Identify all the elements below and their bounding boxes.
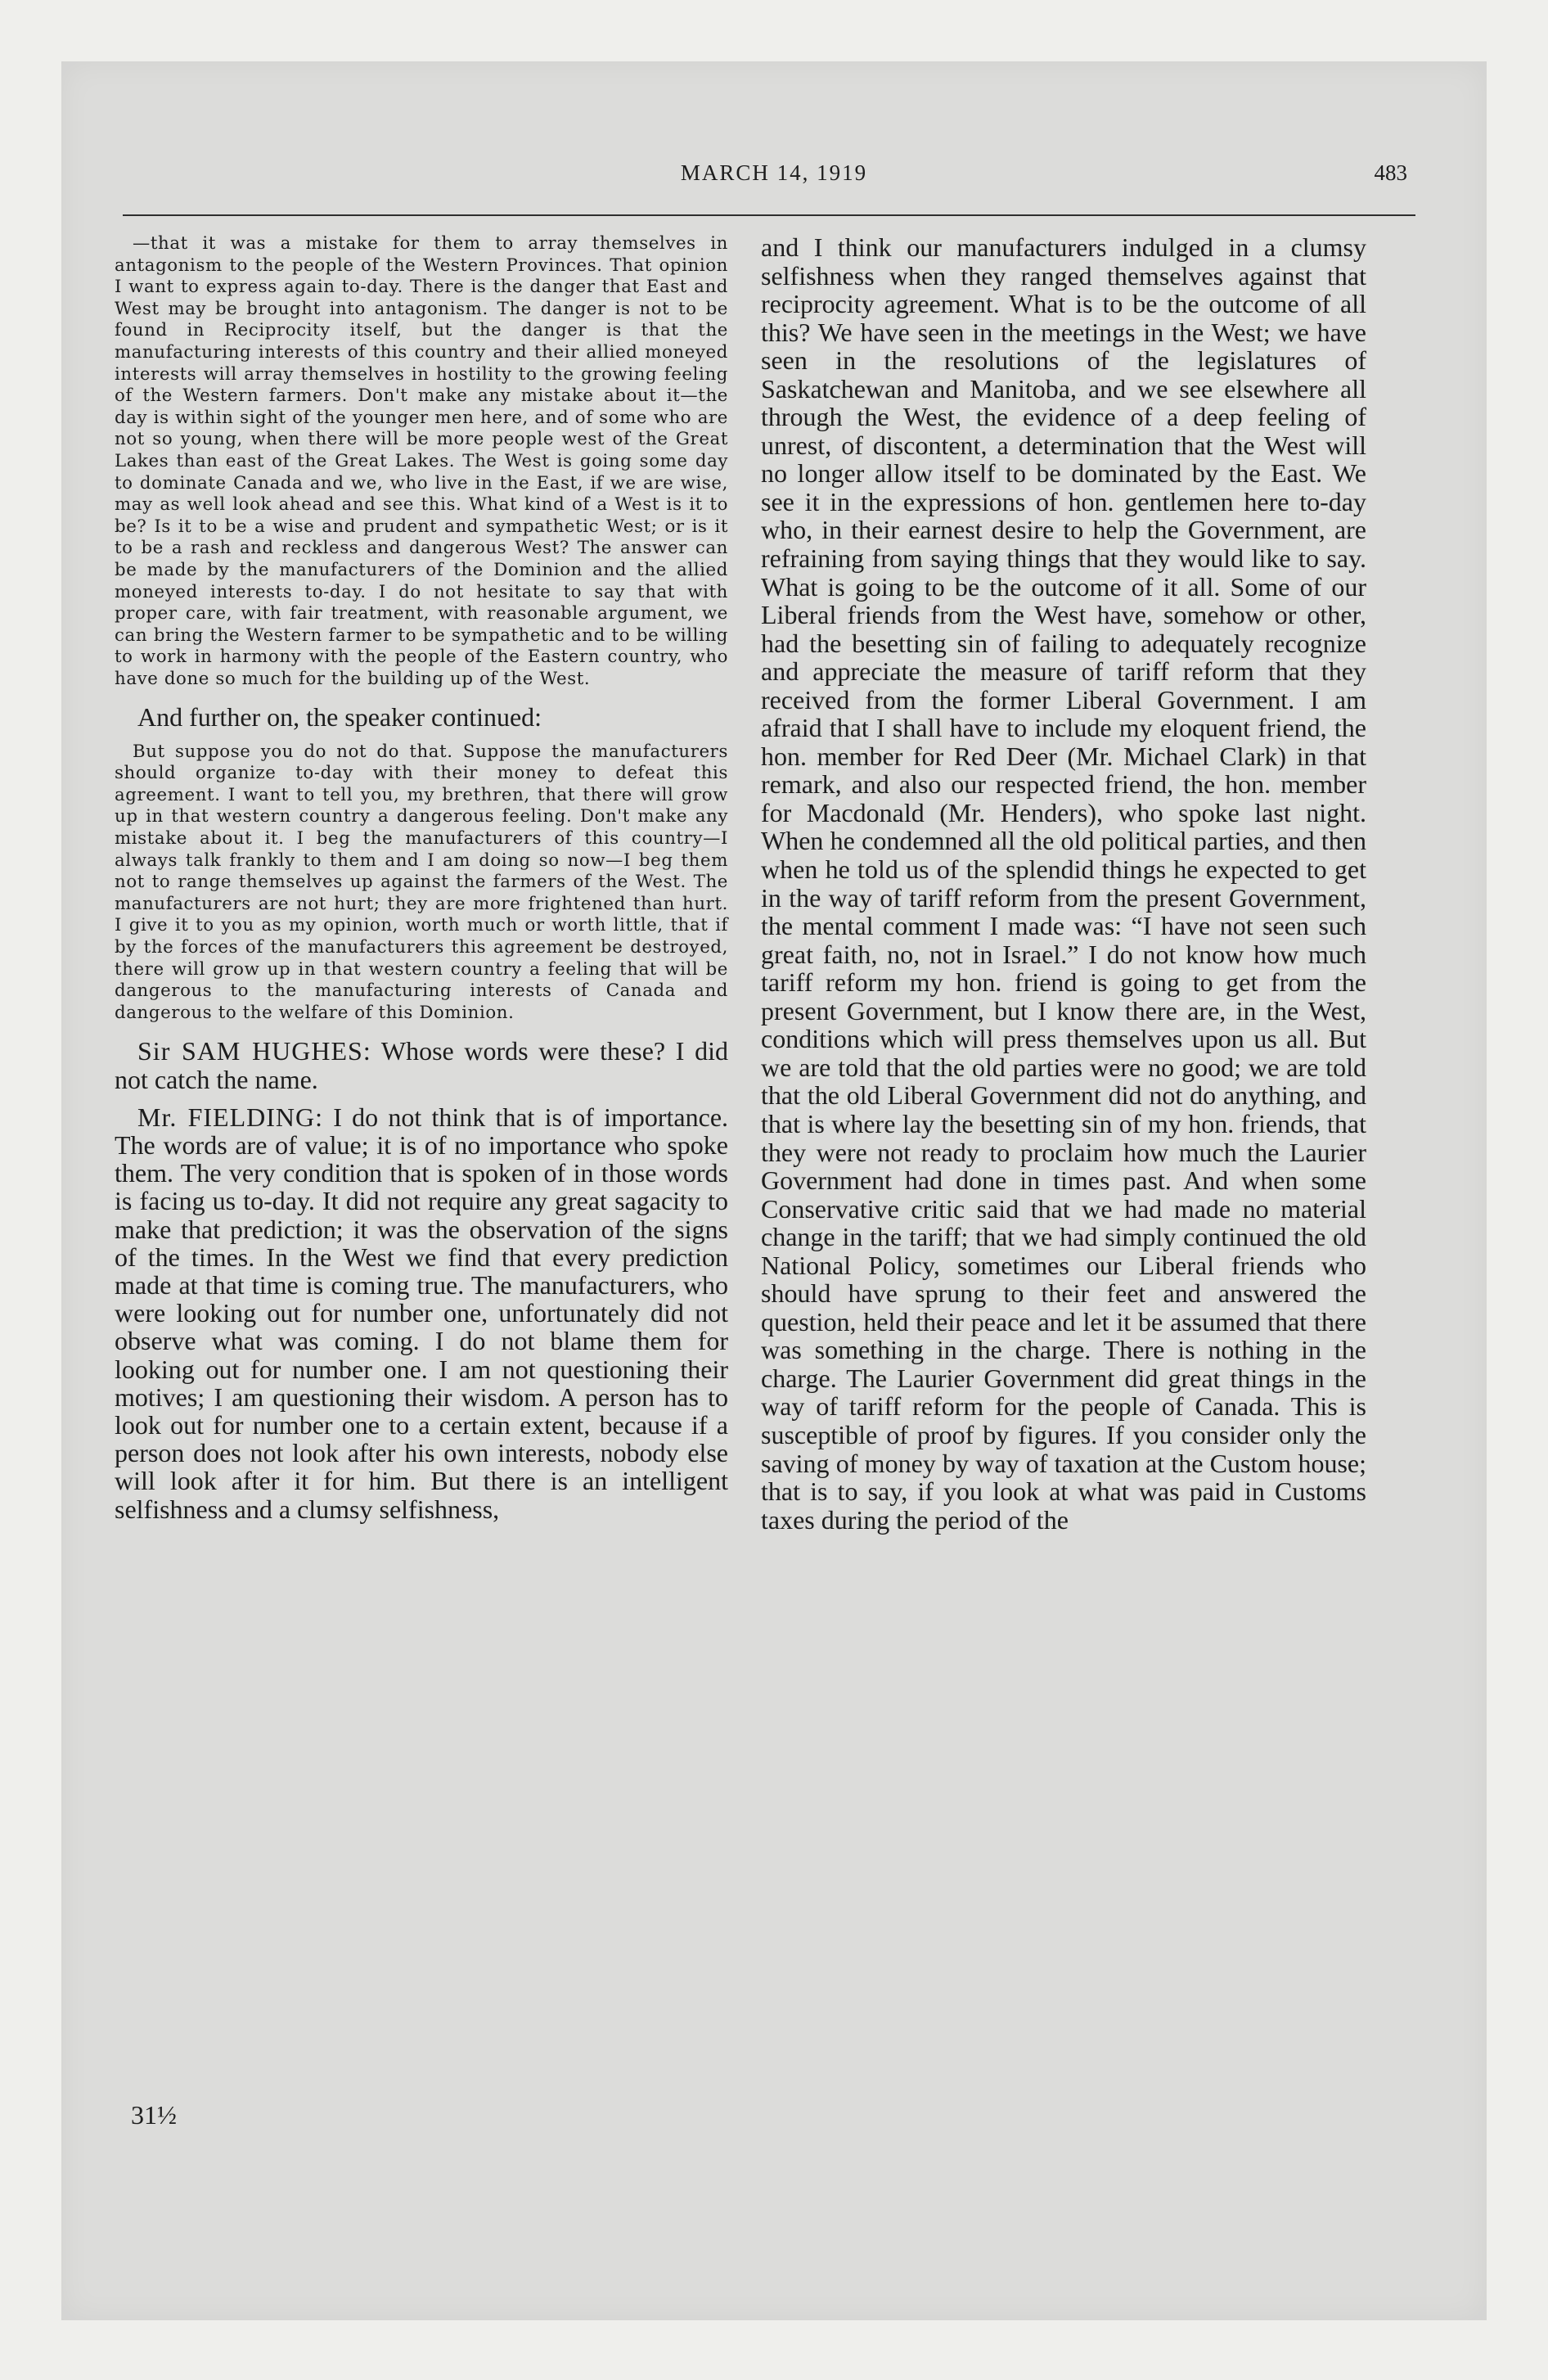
right-column bbox=[761, 233, 1366, 1534]
transition-text: And further on, the speaker continued: bbox=[137, 702, 542, 732]
right-column-paragraph: and I think our manufacturers indulged in a clumsy selfishness when they ranged themselves against that reciprocity agreement. What is to be the outcome of all this? We have seen in the meetings in the West; we have seen in the resolutions of the legislatures of Saskatchewan and Manitoba, and we see elsewhere all through the West, the evidence of a deep feeling of unrest, of discontent, a determination that the West will no longer allow itself to be dominated by the East. We see it in the expressions of hon. gentlemen here to-day who, in their earnest desire to help the Government, are refraining from saying things that they would like to say. What is going to be the outcome of it all. Some of our Liberal friends from the West have, somehow or other, had the besetting sin of failing to adequately recognize and appreciate the measure of tariff reform that they received from the former Liberal Government. I am afraid that I shall have to include my eloquent friend, the hon. member for Red Deer (Mr. Michael Clark) in that remark, and also our respected friend, the hon. member for Macdonald (Mr. Henders), who spoke last night. When he condemned all the old political parties, and then when he told us of the splendid things he expected to get in the way of tariff reform from the present Government, the mental comment I made was: “I have not seen such great faith, no, not in Israel.” I do not know how much tariff reform my hon. friend is going to get from the present Government, but I know there are, in the West, conditions which will press themselves upon us all. But we are told that the old parties were no good; we are told that the old Liberal Government did not do anything, and that is where lay the besetting sin of my hon. friends, that they were not ready to proclaim how much the Laurier Government had done in times past. And when some Conservative critic said that we had made no material change in the tariff; that we had simply continued the old National Policy, sometimes our Liberal friends who should have sprung to their feet and answered the question, held their peace and let it be assumed that there was something in the charge. There is nothing in the charge. The Laurier Government did great things in the way of tariff reform for the people of Canada. This is susceptible of proof by figures. If you consider only the saving of money by way of taxation at the Custom house; that is to say, if you look at what was paid in Customs taxes during the period of the bbox=[761, 232, 1366, 1535]
page-date: MARCH 14, 1919 bbox=[680, 160, 868, 185]
hughes-paragraph bbox=[115, 1037, 728, 1093]
fielding-text: I do not think that is of importance. The words are of value; it is of no importance who spoke them. The very condition that is spoken of in those words is facing us to-day. It did not require any great sagacity to make that prediction; it was the observation of the signs of the times. In the West we find that every prediction made at that time is coming true. The manufacturers, who were looking out for number one, unfortunately did not observe what was coming. I do not blame them for looking out for number one. I am not questioning their motives; I am questioning their wisdom. A person has to look out for number one to a certain extent, because if a person does not look after his own interests, nobody else will look after it for him. But there is an intelligent selfishness and a clumsy selfishness, bbox=[115, 1102, 729, 1524]
speaker-fielding: Mr. FIELDING: bbox=[137, 1102, 323, 1132]
quoted-passage-2 bbox=[115, 741, 728, 1025]
left-column bbox=[115, 233, 728, 1523]
quoted-passage-2-text: But suppose you do not do that. Suppose the manufacturers should organize to-day with their money to defeat this agreement. I want to tell you, my brethren, that there will grow up in that western country a dangerous feeling. Don't make any mistake about it. I beg the manufacturers of this country—I always talk frankly to them and I am doing so now—I beg them not to range themselves up against the farmers of the West. The manufacturers are not hurt; they are more frightened than hurt. I give it to you as my opinion, worth much or worth little, that if by the forces of the manufacturers this agreement be destroyed, there will grow up in that western country a feeling that will be dangerous to the manufacturing interests of Canada and dangerous to the welfare of this Dominion. bbox=[115, 741, 728, 1023]
page-header bbox=[123, 160, 1425, 193]
hughes-text: Whose words were these? I did not catch the name. bbox=[115, 1036, 729, 1094]
page-number: 483 bbox=[1374, 160, 1407, 185]
quoted-passage-1 bbox=[115, 233, 728, 690]
signature-mark: 31½ bbox=[131, 2100, 177, 2130]
quoted-passage-1-text: —that it was a mistake for them to array themselves in antagonism to the people of the Western Provinces. That opinion I want to express again to-day. There is the danger that East and West may be brought into antagonism. The danger is not to be found in Reciprocity itself, but the danger is that the manufacturing interests of this country and their allied moneyed interests will array themselves in hostility to the growing feeling of the Western farmers. Don't make any mistake about it—the day is within sight of the younger men here, and of some who are not so young, when there will be more people west of the Great Lakes than east of the Great Lakes. The West is going some day to dominate Canada and we, who live in the East, if we are wise, may as well look ahead and see this. What kind of a West is it to be? Is it to be a wise and prudent and sympathetic West; or is it to be a rash and reckless and dangerous West? The answer can be made by the manufacturers of the Dominion and the allied moneyed interests to-day. I do not hesitate to say that with proper care, with fair treatment, with reasonable argument, we can bring the Western farmer to be sympathetic and to be willing to work in harmony with the people of the Eastern country, who have done so much for the building up of the West. bbox=[115, 233, 728, 689]
fielding-paragraph bbox=[115, 1103, 728, 1523]
speaker-hughes: Sir SAM HUGHES: bbox=[137, 1036, 371, 1066]
header-rule bbox=[123, 214, 1415, 216]
transition-paragraph bbox=[115, 703, 728, 731]
